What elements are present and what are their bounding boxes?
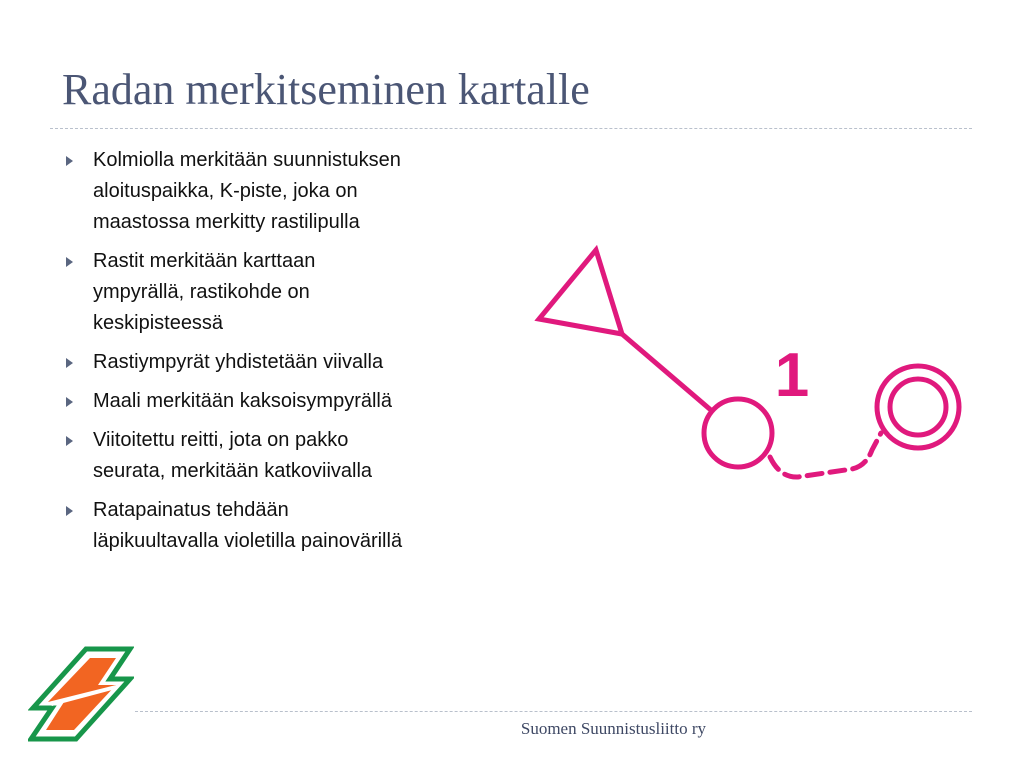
triangle-right-icon: [66, 397, 73, 407]
bullet-text-line: Ratapainatus tehdään: [93, 499, 289, 521]
footer-divider: [135, 711, 972, 712]
bullet-text-line: Maali merkitään kaksoisympyrällä: [93, 390, 392, 412]
course-diagram: [530, 240, 970, 500]
bullet-text-line: keskipisteessä: [93, 312, 224, 334]
title-divider: [50, 128, 972, 129]
control-circle: [704, 399, 772, 467]
start-triangle: [539, 250, 622, 334]
slide-title: Radan merkitseminen kartalle: [62, 65, 590, 114]
bullet-item: [62, 386, 502, 417]
marked-route-dashed-line: [770, 433, 881, 477]
bullet-text-line: Rastit merkitään karttaan: [93, 250, 316, 272]
bullet-text-line: Rastiympyrät yhdistetään viivalla: [93, 351, 384, 373]
bullet-item: [62, 347, 502, 378]
bullet-text-line: ympyrällä, rastikohde on: [93, 281, 310, 303]
finish-inner-circle: [890, 379, 946, 435]
bullet-item: [62, 425, 502, 487]
orienteering-federation-logo: [28, 646, 134, 742]
bullet-list: [62, 145, 502, 565]
bullet-text-line: seurata, merkitään katkoviivalla: [93, 460, 373, 482]
control-number: 1: [774, 341, 810, 410]
bullet-item: [62, 246, 502, 339]
bullet-text-line: Viitoitettu reitti, jota on pakko: [93, 429, 349, 451]
bullet-text-line: maastossa merkitty rastilipulla: [93, 211, 360, 233]
bullet-text-line: Kolmiolla merkitään suunnistuksen: [93, 149, 401, 171]
triangle-right-icon: [66, 358, 73, 368]
bullet-item: [62, 495, 502, 557]
triangle-right-icon: [66, 436, 73, 446]
bullet-text-line: läpikuultavalla violetilla painovärillä: [93, 530, 403, 552]
triangle-right-icon: [66, 257, 73, 267]
course-leg-line: [622, 334, 712, 411]
triangle-right-icon: [66, 506, 73, 516]
triangle-right-icon: [66, 156, 73, 166]
footer-text: Suomen Suunnistusliitto ry: [520, 719, 706, 738]
bullet-text-line: aloituspaikka, K-piste, joka on: [93, 180, 358, 202]
bullet-item: [62, 145, 502, 238]
